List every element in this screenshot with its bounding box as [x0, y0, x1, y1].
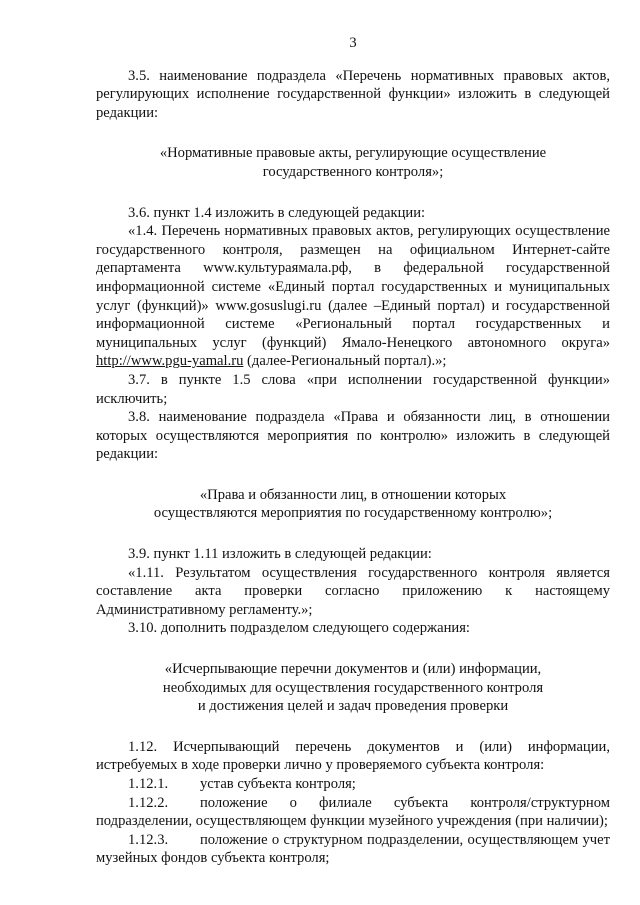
- heading-documents-line3: и достижения целей и задач проведения проверки: [197, 698, 509, 715]
- item-text: положение о филиале субъекта контроля/структурном подразделении, осуществляющем функции музейного учреждения (при наличии);: [96, 794, 610, 830]
- item-text: устав субъекта контроля;: [200, 776, 356, 792]
- heading-rights-line2: осуществляются мероприятия по государственному контролю»;: [153, 505, 553, 522]
- page-number: 3: [349, 35, 357, 51]
- heading-normative-acts-line1: «Нормативные правовые акты, регулирующие осуществление: [159, 145, 547, 162]
- paragraph-1-4-tail: (далее-Региональный портал).»;: [243, 353, 447, 370]
- list-item: [96, 831, 610, 868]
- paragraph-3-5: 3.5. наименование подраздела «Перечень нормативных правовых актов, регулирующих исполнение государственной функции» изложить в следующей редакции:: [96, 67, 610, 121]
- heading-rights-line1: «Права и обязанности лиц, в отношении которых: [199, 486, 507, 503]
- list-item: [96, 794, 610, 831]
- list-item: [96, 775, 610, 794]
- item-number: 1.12.2.: [128, 794, 169, 811]
- paragraph-1-4-text: «1.4. Перечень нормативных правовых актов, регулирующих осуществление государственного контроля, размещен на официальном Интернет-сайте департамента www.культураямала.рф, в федеральной государственной информационной системе «Единый портал государственных и муниципальных услуг (функций)» www.gosuslugi.ru (далее –Единый портал) и государственной информационной системе «Региональный портал государственных и муниципальных услуг (функций) Ямало-Ненецкого автономного округа»: [96, 223, 610, 351]
- paragraph-1-4: [96, 222, 610, 371]
- item-number: 1.12.3.: [128, 831, 169, 848]
- paragraph-3-8: 3.8. наименование подраздела «Права и обязанности лиц, в отношении которых осуществляются мероприятия по контролю» изложить в следующей редакции:: [96, 409, 610, 463]
- paragraph-1-11: «1.11. Результатом осуществления государственного контроля является составление акта проверки согласно приложению к настоящему Административному регламенту.»;: [96, 564, 610, 618]
- paragraph-3-10: 3.10. дополнить подразделом следующего содержания:: [128, 620, 470, 637]
- paragraph-3-7: 3.7. в пункте 1.5 слова «при исполнении государственной функции» исключить;: [96, 371, 610, 407]
- paragraph-3-9: 3.9. пункт 1.11 изложить в следующей редакции:: [128, 546, 432, 563]
- heading-normative-acts-line2: государственного контроля»;: [262, 163, 444, 180]
- heading-documents-line1: «Исчерпывающие перечни документов и (или) информации,: [164, 661, 542, 678]
- heading-documents-line2: необходимых для осуществления государственного контроля: [162, 679, 544, 696]
- item-number: 1.12.1.: [128, 776, 169, 792]
- paragraph-1-12: 1.12. Исчерпывающий перечень документов и (или) информации, истребуемых в ходе проверки лично у проверяемого субъекта контроля:: [96, 738, 610, 774]
- regional-portal-link[interactable]: http://www.pgu-yamal.ru: [96, 353, 244, 370]
- item-text: положение о структурном подразделении, осуществляющем учет музейных фондов субъекта контроля;: [96, 831, 610, 867]
- paragraph-3-6: 3.6. пункт 1.4 изложить в следующей редакции:: [128, 204, 426, 221]
